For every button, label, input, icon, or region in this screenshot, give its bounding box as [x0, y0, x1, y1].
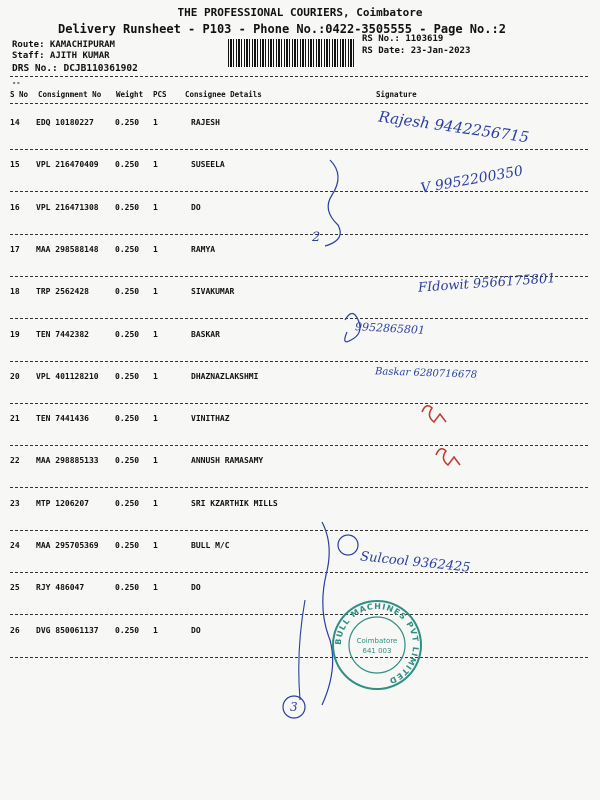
row-consignee: SIVAKUMAR — [191, 287, 235, 296]
col-signature: Signature — [376, 90, 417, 99]
row-pcs: 1 — [153, 372, 158, 381]
route-label: Route: KAMACHIPURAM — [12, 40, 115, 50]
row-consignment-no: RJY 486047 — [36, 583, 85, 592]
row-consignment-no: EDQ 10180227 — [36, 118, 94, 127]
row-consignment-no: VPL 216470409 — [36, 160, 99, 169]
row-weight: 0.250 — [115, 414, 140, 423]
row-pcs: 1 — [153, 499, 158, 508]
row-consignee: DO — [191, 583, 201, 592]
row-weight: 0.250 — [115, 583, 140, 592]
row-sno: 23 — [10, 499, 20, 508]
row-consignment-no: MAA 295705369 — [36, 541, 99, 550]
row-consignee: BULL M/C — [191, 541, 230, 550]
signature-23: Sulcool 9362425 — [359, 549, 472, 576]
stamp-code-text: 641 003 — [362, 647, 392, 655]
row-sno: 21 — [10, 414, 20, 423]
row-sno: 24 — [10, 541, 20, 550]
row-consignment-no: DVG 850061137 — [36, 626, 99, 635]
row-sno: 14 — [10, 118, 20, 127]
signature-14: Rajesh 9442256715 — [377, 107, 531, 147]
row-sno: 15 — [10, 160, 20, 169]
signature-19: Baskar 6280716678 — [374, 366, 478, 381]
row-consignee: BASKAR — [191, 330, 220, 339]
col-weight: Weight — [116, 90, 144, 99]
row-pcs: 1 — [153, 203, 158, 212]
row-sno: 25 — [10, 583, 20, 592]
row-pcs: 1 — [153, 245, 158, 254]
rs-date: RS Date: 23-Jan-2023 — [362, 46, 471, 56]
row-pcs: 1 — [153, 160, 158, 169]
col-consignment: Consignment No — [38, 90, 102, 99]
rs-number: RS No.: 1103619 — [362, 34, 444, 44]
row-consignment-no: MTP 1206207 — [36, 499, 89, 508]
row-pcs: 1 — [153, 541, 158, 550]
row-weight: 0.250 — [115, 245, 140, 254]
row-consignee: SRI KZARTHIK MILLS — [191, 499, 278, 508]
row-weight: 0.250 — [115, 118, 140, 127]
row-sno: 18 — [10, 287, 20, 296]
row-consignee: DHAZNAZLAKSHMI — [191, 372, 259, 381]
row-consignee: VINITHAZ — [191, 414, 230, 423]
row-sno: 22 — [10, 456, 20, 465]
row-pcs: 1 — [153, 626, 158, 635]
signature-15: V 9952200350 — [419, 163, 525, 197]
company-title: THE PROFESSIONAL COURIERS, Coimbatore — [177, 6, 423, 19]
stamp-ring-text: BULL MACHINES PVT LIMITED — [333, 601, 421, 686]
row-pcs: 1 — [153, 583, 158, 592]
row-weight: 0.250 — [115, 160, 140, 169]
row-consignee: DO — [191, 203, 201, 212]
row-pcs: 1 — [153, 414, 158, 423]
row-weight: 0.250 — [115, 372, 140, 381]
row-consignment-no: TEN 7441436 — [36, 414, 89, 423]
drs-number: DRS No.: DCJB110361902 — [12, 63, 138, 74]
row-pcs: 1 — [153, 287, 158, 296]
col-sno: S No — [10, 90, 29, 99]
stamp-center-text: Coimbatore — [356, 637, 398, 645]
row-consignee: DO — [191, 626, 201, 635]
row-weight: 0.250 — [115, 499, 140, 508]
row-consignee: RAJESH — [191, 118, 220, 127]
row-weight: 0.250 — [115, 330, 140, 339]
row-pcs: 1 — [153, 456, 158, 465]
row-pcs: 1 — [153, 330, 158, 339]
row-consignment-no: TRP 2562428 — [36, 287, 89, 296]
row-sno: 26 — [10, 626, 20, 635]
signature-17: FIdowit 9566175801 — [417, 271, 557, 296]
signature-18: 9952865801 — [354, 320, 426, 337]
row-consignment-no: VPL 401128210 — [36, 372, 99, 381]
row-consignee: SUSEELA — [191, 160, 225, 169]
row-consignment-no: TEN 7442382 — [36, 330, 89, 339]
row-sno: 20 — [10, 372, 20, 381]
row-weight: 0.250 — [115, 203, 140, 212]
bracket-count: 2 — [312, 230, 321, 245]
row-consignment-no: VPL 216471308 — [36, 203, 99, 212]
row-consignee: ANNUSH RAMASAMY — [191, 456, 264, 465]
continuation-marker: -- — [12, 79, 21, 87]
row-weight: 0.250 — [115, 626, 140, 635]
row-sno: 19 — [10, 330, 20, 339]
col-pcs: PCS — [153, 90, 167, 99]
row-consignee: RAMYA — [191, 245, 216, 254]
row-sno: 17 — [10, 245, 20, 254]
circle-count: 3 — [290, 700, 298, 714]
runsheet-title: Delivery Runsheet - P103 - Phone No.:0422-3505555 - Page No.:2 — [58, 22, 506, 36]
col-consignee: Consignee Details — [185, 90, 262, 99]
row-sno: 16 — [10, 203, 20, 212]
row-weight: 0.250 — [115, 456, 140, 465]
row-weight: 0.250 — [115, 287, 140, 296]
row-pcs: 1 — [153, 118, 158, 127]
row-weight: 0.250 — [115, 541, 140, 550]
row-consignment-no: MAA 298588148 — [36, 245, 99, 254]
row-consignment-no: MAA 298885133 — [36, 456, 99, 465]
staff-label: Staff: AJITH KUMAR — [12, 51, 110, 61]
